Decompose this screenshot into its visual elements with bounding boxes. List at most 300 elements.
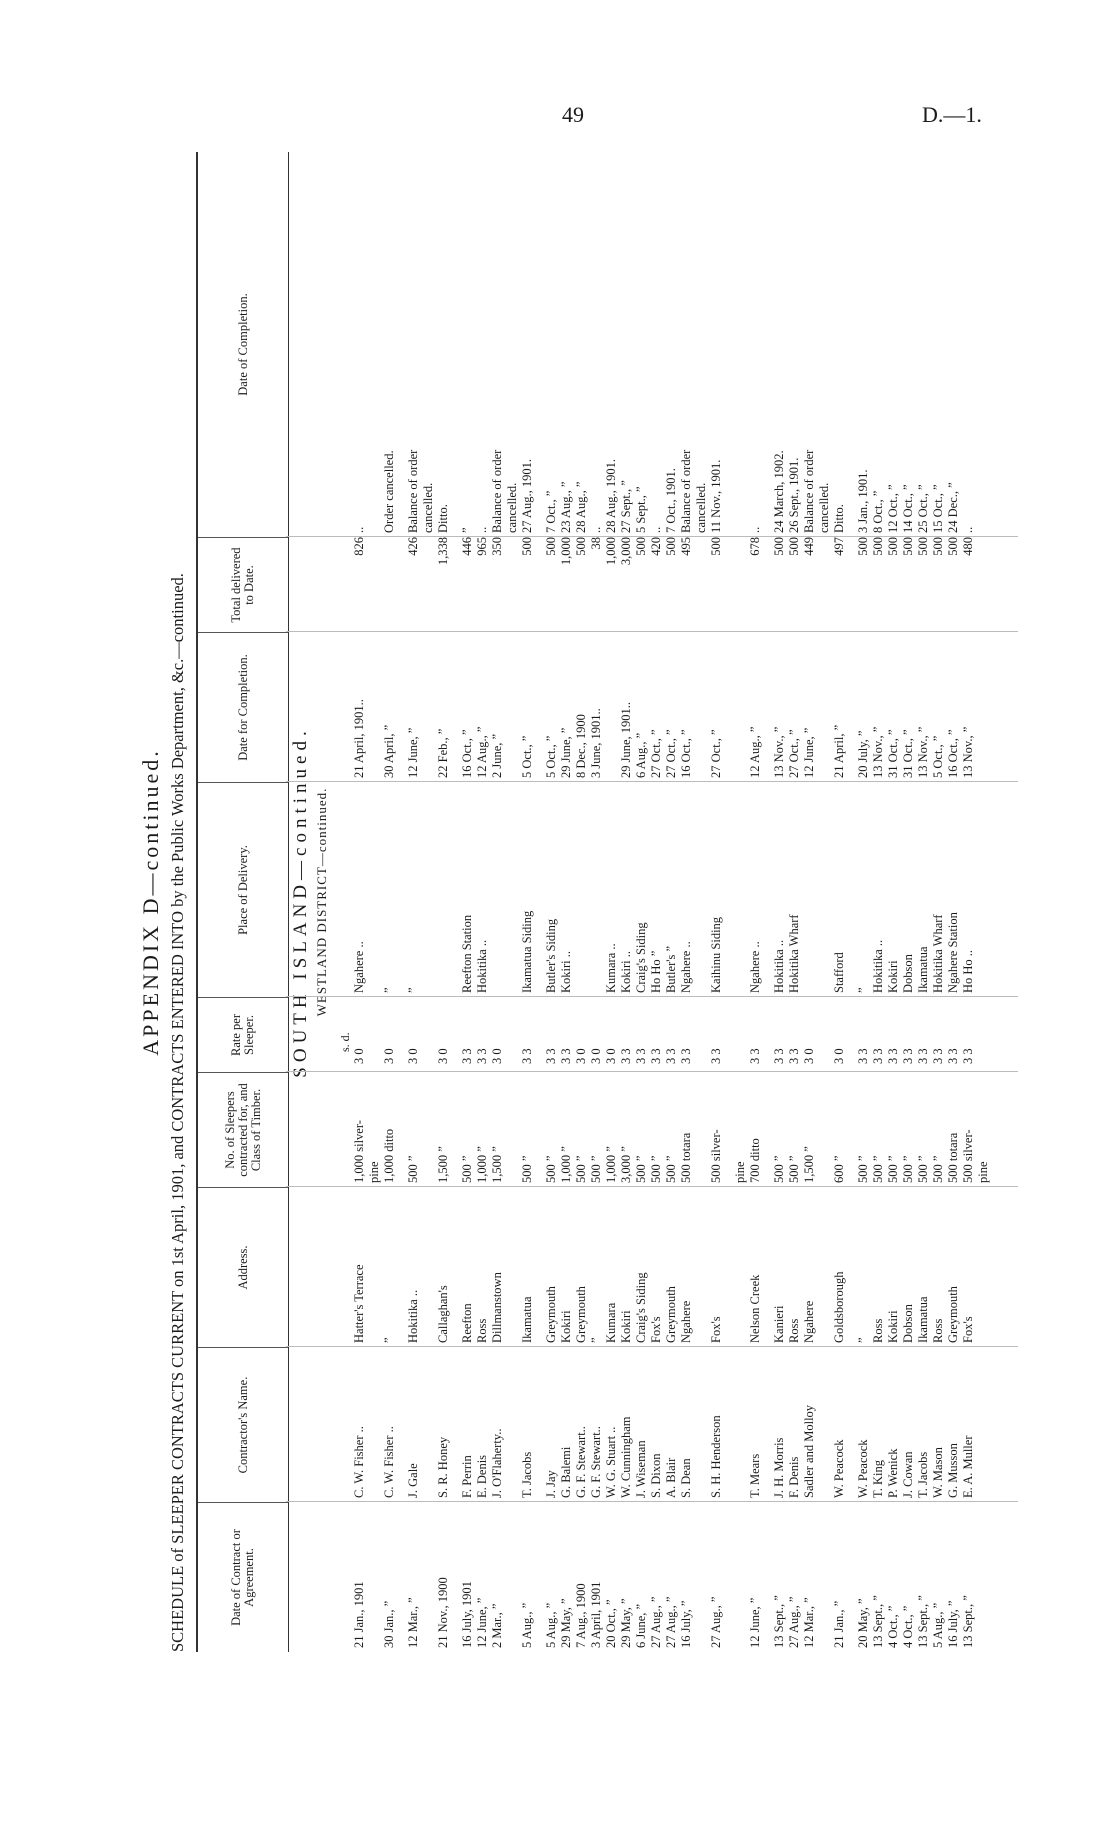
cell-contractor-name: C. W. Fisher .. xyxy=(382,1426,396,1498)
cell-total-delivered: 500 xyxy=(916,537,930,556)
cell-date-for-completion: 16 Oct., ” xyxy=(679,729,693,778)
cell-sleepers: 600 ” xyxy=(832,1155,846,1183)
cell-date-of-completion: .. xyxy=(352,526,366,533)
cell-date-of-completion: Order cancelled. xyxy=(382,450,396,533)
cell-date-of-contract: 27 Aug., ” xyxy=(709,1596,723,1648)
cell-date-of-contract: 12 Mar., ” xyxy=(802,1597,816,1648)
cell-date-for-completion: 2 June, ” xyxy=(490,733,504,778)
cell-place-of-delivery: Kokiri xyxy=(886,960,900,993)
cell-contractor-name: J. Wiseman xyxy=(634,1440,648,1498)
cell-date-for-completion: 22 Feb., ” xyxy=(436,728,450,778)
cell-date-of-contract: 12 Mar., ” xyxy=(406,1597,420,1648)
cell-rate: 3 3 xyxy=(946,1048,960,1064)
cell-address: Kokiri xyxy=(559,1310,573,1343)
cell-rate: 3 3 xyxy=(931,1048,945,1064)
table-row xyxy=(733,152,747,1652)
cell-address: Greymouth xyxy=(544,1286,558,1343)
cell-date-of-contract: 13 Sept., ” xyxy=(871,1595,885,1648)
cell-address: Ross xyxy=(475,1318,489,1343)
table-row xyxy=(787,152,801,1652)
table-row xyxy=(544,152,558,1652)
cell-date-of-contract: 20 Oct., ” xyxy=(604,1599,618,1648)
cell-date-for-completion: 5 Oct., ” xyxy=(544,735,558,778)
column-rule xyxy=(286,631,1018,632)
cell-rate: 3 3 xyxy=(748,1048,762,1064)
table-row xyxy=(946,152,960,1652)
schedule-title: SCHEDULE of SLEEPER CONTRACTS CURRENT on 1st April, 1901, and CONTRACTS ENTERED INTO by the Public Works Department, &c.—continued. xyxy=(168,573,187,1652)
cell-total-delivered: 678 xyxy=(748,537,762,556)
cell-place-of-delivery: Kokiri .. xyxy=(619,950,633,993)
cell-place-of-delivery: ” xyxy=(406,987,420,993)
cell-date-of-completion: 7 Oct., 1901. xyxy=(664,468,678,533)
table-row xyxy=(694,152,708,1652)
cell-place-of-delivery: Kumara .. xyxy=(604,943,618,993)
rate-unit: s. d. xyxy=(338,1032,352,1052)
table-row xyxy=(976,152,990,1652)
cell-date-of-completion: 25 Oct., ” xyxy=(916,484,930,533)
cell-address: Ross xyxy=(871,1318,885,1343)
cell-date-for-completion: 3 June, 1901.. xyxy=(589,708,603,778)
cell-rate: 3 3 xyxy=(559,1048,573,1064)
cell-date-of-contract: 3 April, 1901 xyxy=(589,1581,603,1648)
cell-date-of-completion: cancelled. xyxy=(694,482,708,533)
cell-address: Ngahere xyxy=(802,1300,816,1343)
cell-total-delivered: 500 xyxy=(931,537,945,556)
cell-rate: 3 3 xyxy=(679,1048,693,1064)
cell-date-for-completion: 5 Oct., ” xyxy=(520,735,534,778)
cell-address: Hatter's Terrace xyxy=(352,1264,366,1343)
cell-date-of-contract: 30 Jan., ” xyxy=(382,1600,396,1648)
cell-address: Kokiri xyxy=(886,1310,900,1343)
cell-sleepers: 500 ” xyxy=(886,1155,900,1183)
cell-address: Craig's Siding xyxy=(634,1272,648,1343)
cell-date-of-completion: 15 Oct., ” xyxy=(931,484,945,533)
cell-date-for-completion: 8 Dec., 1900 xyxy=(574,714,588,778)
cell-date-of-completion: 14 Oct., ” xyxy=(901,484,915,533)
cell-total-delivered: 497 xyxy=(832,537,846,556)
cell-date-of-completion: Balance of order xyxy=(802,449,816,533)
cell-contractor-name: W. G. Stuart .. xyxy=(604,1426,618,1498)
table-row xyxy=(574,152,588,1652)
cell-place-of-delivery: Butler's ” xyxy=(664,945,678,993)
cell-date-of-completion: 27 Sept., ” xyxy=(619,480,633,533)
cell-date-for-completion: 29 June, 1901.. xyxy=(619,701,633,778)
column-rule xyxy=(286,536,1018,537)
column-rule xyxy=(286,996,1018,997)
cell-rate: 3 0 xyxy=(604,1048,618,1064)
column-rule xyxy=(286,1501,1018,1502)
table-row xyxy=(382,152,396,1652)
cell-sleepers: 1,000 ditto xyxy=(382,1128,396,1183)
cell-contractor-name: Sadler and Molloy xyxy=(802,1404,816,1498)
cell-date-for-completion: 16 Oct., ” xyxy=(946,729,960,778)
cell-date-for-completion: 27 Oct., ” xyxy=(664,729,678,778)
cell-date-of-completion: Balance of order xyxy=(490,449,504,533)
cell-address: Dillmanstown xyxy=(490,1272,504,1343)
cell-contractor-name: F. Denis xyxy=(787,1456,801,1498)
table-row xyxy=(505,152,519,1652)
cell-date-of-contract: 27 Aug., ” xyxy=(649,1596,663,1648)
cell-address: Callaghan's xyxy=(436,1285,450,1343)
column-header-sleepers: No. of Sleepers contracted for, and Class of Timber. xyxy=(198,1072,288,1187)
district-heading: WESTLAND DISTRICT—continued. xyxy=(314,787,329,1017)
cell-address: Greymouth xyxy=(574,1286,588,1343)
cell-address: Greymouth xyxy=(664,1286,678,1343)
cell-date-for-completion: 31 Oct., ” xyxy=(901,729,915,778)
cell-address: Fox's xyxy=(709,1316,723,1343)
table-row xyxy=(421,152,435,1652)
cell-sleepers: 1,500 ” xyxy=(490,1146,504,1183)
cell-sleepers: 1,500 ” xyxy=(436,1146,450,1183)
table-row xyxy=(406,152,420,1652)
cell-contractor-name: S. R. Honey xyxy=(436,1436,450,1498)
cell-rate: 3 3 xyxy=(520,1048,534,1064)
cell-place-of-delivery: Ngahere .. xyxy=(679,941,693,993)
cell-date-for-completion: 20 July, ” xyxy=(856,730,870,778)
cell-place-of-delivery: Dobson xyxy=(901,954,915,993)
cell-sleepers: 500 ” xyxy=(634,1155,648,1183)
cell-place-of-delivery: Craig's Siding xyxy=(634,922,648,993)
cell-date-of-contract: 7 Aug., 1900 xyxy=(574,1583,588,1648)
cell-date-for-completion: 12 June, ” xyxy=(802,727,816,778)
table-row xyxy=(460,152,474,1652)
cell-place-of-delivery: Kaihinu Siding xyxy=(709,916,723,993)
cell-date-of-completion: 28 Aug., 1901. xyxy=(604,459,618,533)
cell-sleepers: 1,000 silver- xyxy=(352,1120,366,1183)
table-header xyxy=(196,152,289,1652)
cell-address: Kumara xyxy=(604,1302,618,1343)
cell-sleepers: 500 ” xyxy=(664,1155,678,1183)
cell-total-delivered: 480 xyxy=(961,537,975,556)
cell-contractor-name: T. Jacobs xyxy=(520,1451,534,1498)
table-row xyxy=(772,152,786,1652)
cell-place-of-delivery: Hokitika Wharf xyxy=(787,914,801,993)
cell-address: Ngahere xyxy=(679,1300,693,1343)
cell-total-delivered: 449 xyxy=(802,537,816,556)
cell-date-of-completion: 24 March, 1902. xyxy=(772,450,786,533)
cell-total-delivered: 500 xyxy=(946,537,960,556)
cell-date-of-contract: 4 Oct., ” xyxy=(886,1605,900,1648)
cell-sleepers: 500 totara xyxy=(946,1132,960,1183)
cell-total-delivered: 826 xyxy=(352,537,366,556)
cell-rate: 3 3 xyxy=(772,1048,786,1064)
cell-date-for-completion: 27 Oct., ” xyxy=(709,729,723,778)
cell-rate: 3 3 xyxy=(664,1048,678,1064)
column-header-total-delivered: Total delivered to Date. xyxy=(198,537,288,632)
table-row xyxy=(604,152,618,1652)
cell-date-of-contract: 12 June, ” xyxy=(475,1597,489,1648)
cell-sleepers: 500 totara xyxy=(679,1132,693,1183)
cell-place-of-delivery: Hokitika .. xyxy=(871,939,885,993)
cell-sleepers: 500 ” xyxy=(871,1155,885,1183)
cell-date-of-completion: Balance of order xyxy=(679,449,693,533)
table-row xyxy=(871,152,885,1652)
cell-sleepers: 500 ” xyxy=(901,1155,915,1183)
cell-total-delivered: 495 xyxy=(679,537,693,556)
column-header-date-of-contract: Date of Contract or Agreement. xyxy=(198,1502,288,1652)
cell-address: Ross xyxy=(787,1318,801,1343)
table-row xyxy=(589,152,603,1652)
cell-address: Reefton xyxy=(460,1303,474,1343)
cell-rate: 3 3 xyxy=(709,1048,723,1064)
cell-date-of-completion: 26 Sept., 1901. xyxy=(787,457,801,533)
cell-total-delivered: 1,338 xyxy=(436,537,450,566)
cell-contractor-name: W. Mason xyxy=(931,1447,945,1498)
rotated-table-region xyxy=(138,152,1018,1652)
cell-total-delivered: 500 xyxy=(787,537,801,556)
cell-place-of-delivery: Hokitika Wharf xyxy=(931,914,945,993)
cell-sleepers: pine xyxy=(976,1161,990,1183)
cell-rate: 3 0 xyxy=(352,1048,366,1064)
cell-contractor-name: W. Cunningham xyxy=(619,1416,633,1498)
cell-place-of-delivery: Stafford xyxy=(832,952,846,993)
cell-sleepers: 500 ” xyxy=(772,1155,786,1183)
table-row xyxy=(490,152,504,1652)
cell-sleepers: 500 ” xyxy=(544,1155,558,1183)
table-row xyxy=(649,152,663,1652)
cell-contractor-name: T. Mears xyxy=(748,1453,762,1498)
cell-date-of-contract: 16 July, 1901 xyxy=(460,1581,474,1648)
cell-rate: 3 0 xyxy=(382,1048,396,1064)
cell-date-of-completion: Balance of order xyxy=(406,449,420,533)
cell-sleepers: 500 ” xyxy=(931,1155,945,1183)
cell-rate: 3 3 xyxy=(886,1048,900,1064)
cell-rate: 3 3 xyxy=(961,1048,975,1064)
table-row xyxy=(436,152,450,1652)
cell-total-delivered: 38 xyxy=(589,537,603,550)
cell-date-of-contract: 27 Aug., ” xyxy=(664,1596,678,1648)
cell-date-of-completion: 24 Dec., ” xyxy=(946,482,960,533)
cell-sleepers: 500 ” xyxy=(649,1155,663,1183)
cell-date-of-completion: .. xyxy=(589,526,603,533)
cell-date-of-completion: .. xyxy=(748,526,762,533)
cell-date-of-completion: 5 Sept., ” xyxy=(634,486,648,533)
cell-rate: 3 0 xyxy=(832,1048,846,1064)
cell-contractor-name: J. Gale xyxy=(406,1463,420,1498)
cell-place-of-delivery: Ngahere .. xyxy=(352,941,366,993)
cell-date-of-contract: 13 Sept., ” xyxy=(961,1595,975,1648)
cell-sleepers: 500 ” xyxy=(406,1155,420,1183)
cell-date-of-contract: 12 June, ” xyxy=(748,1597,762,1648)
cell-total-delivered: 500 xyxy=(856,537,870,556)
cell-address: ” xyxy=(589,1337,603,1343)
cell-date-for-completion: 21 April, 1901.. xyxy=(352,699,366,778)
cell-total-delivered: 3,000 xyxy=(619,537,633,566)
cell-contractor-name: W. Peacock xyxy=(832,1439,846,1498)
cell-address: Ikamatua xyxy=(520,1296,534,1343)
cell-address: Fox's xyxy=(649,1316,663,1343)
cell-contractor-name: J. Cowan xyxy=(901,1451,915,1498)
cell-contractor-name: G. Balemi xyxy=(559,1446,573,1498)
cell-date-of-contract: 16 July, ” xyxy=(946,1600,960,1648)
cell-total-delivered: 500 xyxy=(886,537,900,556)
cell-rate: 3 3 xyxy=(916,1048,930,1064)
cell-contractor-name: J. H. Morris xyxy=(772,1437,786,1498)
cell-sleepers: 1,000 ” xyxy=(604,1146,618,1183)
cell-total-delivered: 500 xyxy=(772,537,786,556)
cell-date-of-completion: ” xyxy=(460,527,474,533)
table-row xyxy=(634,152,648,1652)
column-header-rate: Rate per Sleeper. xyxy=(198,997,288,1072)
cell-place-of-delivery: Reefton Station xyxy=(460,914,474,993)
column-header-date-for-completion: Date for Completion. xyxy=(198,632,288,782)
cell-place-of-delivery: Ikamatua Siding xyxy=(520,910,534,993)
cell-place-of-delivery: Ngahere .. xyxy=(748,941,762,993)
page-number: 49 xyxy=(562,102,584,127)
cell-address: Hokitika .. xyxy=(406,1289,420,1343)
cell-rate: 3 3 xyxy=(871,1048,885,1064)
cell-total-delivered: 500 xyxy=(664,537,678,556)
cell-date-of-completion: cancelled. xyxy=(505,482,519,533)
table-row xyxy=(559,152,573,1652)
cell-date-of-completion: .. xyxy=(961,526,975,533)
cell-total-delivered: 500 xyxy=(901,537,915,556)
table-row xyxy=(931,152,945,1652)
cell-date-for-completion: 6 Aug., ” xyxy=(634,732,648,778)
cell-rate: 3 3 xyxy=(634,1048,648,1064)
cell-contractor-name: G. Musson xyxy=(946,1443,960,1498)
cell-contractor-name: T. King xyxy=(871,1460,885,1498)
cell-date-for-completion: 30 April, ” xyxy=(382,724,396,778)
cell-address: Ross xyxy=(931,1318,945,1343)
cell-total-delivered: 350 xyxy=(490,537,504,556)
cell-contractor-name: F. Perrin xyxy=(460,1455,474,1498)
column-header-address: Address. xyxy=(198,1187,288,1347)
table-row xyxy=(901,152,915,1652)
cell-place-of-delivery: Ho Ho ” xyxy=(649,950,663,993)
table-row xyxy=(352,152,366,1652)
cell-rate: 3 0 xyxy=(574,1048,588,1064)
cell-date-of-completion: Ditto. xyxy=(436,504,450,533)
cell-sleepers: pine xyxy=(733,1161,747,1183)
cell-place-of-delivery: Ho Ho .. xyxy=(961,949,975,993)
cell-total-delivered: 500 xyxy=(574,537,588,556)
cell-date-of-contract: 21 Nov., 1900 xyxy=(436,1577,450,1648)
cell-contractor-name: J. O'Flaherty.. xyxy=(490,1428,504,1498)
cell-date-for-completion: 13 Nov., ” xyxy=(961,726,975,778)
document-reference: D.—1. xyxy=(922,102,982,127)
cell-contractor-name: W. Peacock xyxy=(856,1439,870,1498)
cell-date-of-contract: 5 Aug., ” xyxy=(931,1602,945,1648)
cell-date-for-completion: 27 Oct., ” xyxy=(649,729,663,778)
cell-rate: 3 0 xyxy=(589,1048,603,1064)
table-row xyxy=(619,152,633,1652)
cell-rate: 3 3 xyxy=(901,1048,915,1064)
cell-rate: 3 0 xyxy=(436,1048,450,1064)
cell-date-for-completion: 12 Aug., ” xyxy=(748,726,762,778)
cell-date-for-completion: 27 Oct., ” xyxy=(787,729,801,778)
cell-place-of-delivery: ” xyxy=(382,987,396,993)
cell-address: ” xyxy=(382,1337,396,1343)
column-header-date-of-completion: Date of Completion. xyxy=(235,293,250,396)
cell-total-delivered: 500 xyxy=(634,537,648,556)
cell-contractor-name: S. Dixon xyxy=(649,1453,663,1498)
cell-date-of-completion: cancelled. xyxy=(817,482,831,533)
cell-date-for-completion: 13 Nov., ” xyxy=(871,726,885,778)
cell-date-of-contract: 27 Aug., ” xyxy=(787,1596,801,1648)
cell-place-of-delivery: ” xyxy=(856,987,870,993)
cell-contractor-name: P. Wenick xyxy=(886,1448,900,1498)
cell-date-of-contract: 4 Oct., ” xyxy=(901,1605,915,1648)
cell-sleepers: 3,000 ” xyxy=(619,1146,633,1183)
cell-date-of-contract: 13 Sept., ” xyxy=(772,1595,786,1648)
cell-date-of-contract: 5 Aug., ” xyxy=(544,1602,558,1648)
cell-address: Kanieri xyxy=(772,1305,786,1343)
cell-contractor-name: E. A. Muller xyxy=(961,1435,975,1498)
cell-rate: 3 3 xyxy=(544,1048,558,1064)
cell-contractor-name: E. Denis xyxy=(475,1454,489,1498)
table-row xyxy=(367,152,381,1652)
table-row xyxy=(802,152,816,1652)
cell-place-of-delivery: Butler's Siding xyxy=(544,918,558,993)
cell-rate: 3 0 xyxy=(406,1048,420,1064)
table-row xyxy=(520,152,534,1652)
cell-rate: 3 3 xyxy=(649,1048,663,1064)
cell-date-of-contract: 29 May, ” xyxy=(619,1598,633,1648)
cell-date-of-completion: 8 Oct., ” xyxy=(871,490,885,533)
cell-date-of-completion: 11 Nov., 1901. xyxy=(709,459,723,533)
table-row xyxy=(961,152,975,1652)
appendix-heading: APPENDIX D—continued. xyxy=(138,748,163,1056)
cell-date-for-completion: 13 Nov., ” xyxy=(916,726,930,778)
cell-date-of-contract: 29 May, ” xyxy=(559,1598,573,1648)
cell-sleepers: 500 silver- xyxy=(709,1129,723,1183)
cell-total-delivered: 426 xyxy=(406,537,420,556)
cell-address: Fox's xyxy=(961,1316,975,1343)
cell-date-of-contract: 6 June, ” xyxy=(634,1603,648,1648)
cell-sleepers: 500 ” xyxy=(589,1155,603,1183)
cell-sleepers: 1,500 ” xyxy=(802,1146,816,1183)
table-row xyxy=(832,152,846,1652)
cell-date-for-completion: 29 June, ” xyxy=(559,727,573,778)
table-row xyxy=(664,152,678,1652)
cell-rate: 3 3 xyxy=(460,1048,474,1064)
column-rule xyxy=(286,1186,1018,1187)
column-header-place: Place of Delivery. xyxy=(198,782,288,997)
cell-rate: 3 0 xyxy=(802,1048,816,1064)
cell-place-of-delivery: Hokitika .. xyxy=(772,939,786,993)
cell-contractor-name: G. F. Stewart.. xyxy=(574,1426,588,1498)
cell-total-delivered: 1,000 xyxy=(604,537,618,566)
cell-date-of-completion: cancelled. xyxy=(421,482,435,533)
section-heading: SOUTH ISLAND—continued. xyxy=(290,726,311,1078)
cell-sleepers: 1,000 ” xyxy=(475,1146,489,1183)
cell-rate: 3 0 xyxy=(490,1048,504,1064)
cell-date-of-contract: 13 Sept., ” xyxy=(916,1595,930,1648)
cell-place-of-delivery: Kokiri .. xyxy=(559,950,573,993)
cell-sleepers: 1,000 ” xyxy=(559,1146,573,1183)
table-row xyxy=(916,152,930,1652)
cell-sleepers: 500 ” xyxy=(856,1155,870,1183)
cell-date-for-completion: 31 Oct., ” xyxy=(886,729,900,778)
cell-date-of-completion: .. xyxy=(475,526,489,533)
cell-date-of-contract: 2 Mar., ” xyxy=(490,1603,504,1648)
table-row xyxy=(709,152,723,1652)
column-header-contractor: Contractor's Name. xyxy=(198,1347,288,1502)
column-rule xyxy=(286,781,1018,782)
cell-date-of-completion: 23 Aug., ” xyxy=(559,481,573,533)
cell-place-of-delivery: Ngahere Station xyxy=(946,912,960,993)
cell-total-delivered: 420 xyxy=(649,537,663,556)
cell-date-of-completion: 3 Jan., 1901. xyxy=(856,469,870,533)
cell-date-for-completion: 12 Aug., ” xyxy=(475,726,489,778)
cell-date-of-contract: 16 July, ” xyxy=(679,1600,693,1648)
cell-date-of-completion: 27 Aug., 1901. xyxy=(520,459,534,533)
cell-date-of-completion: .. xyxy=(649,526,663,533)
cell-contractor-name: J. Jay xyxy=(544,1470,558,1498)
cell-date-of-contract: 21 Jan., 1901 xyxy=(352,1581,366,1648)
cell-address: Dobson xyxy=(901,1304,915,1343)
